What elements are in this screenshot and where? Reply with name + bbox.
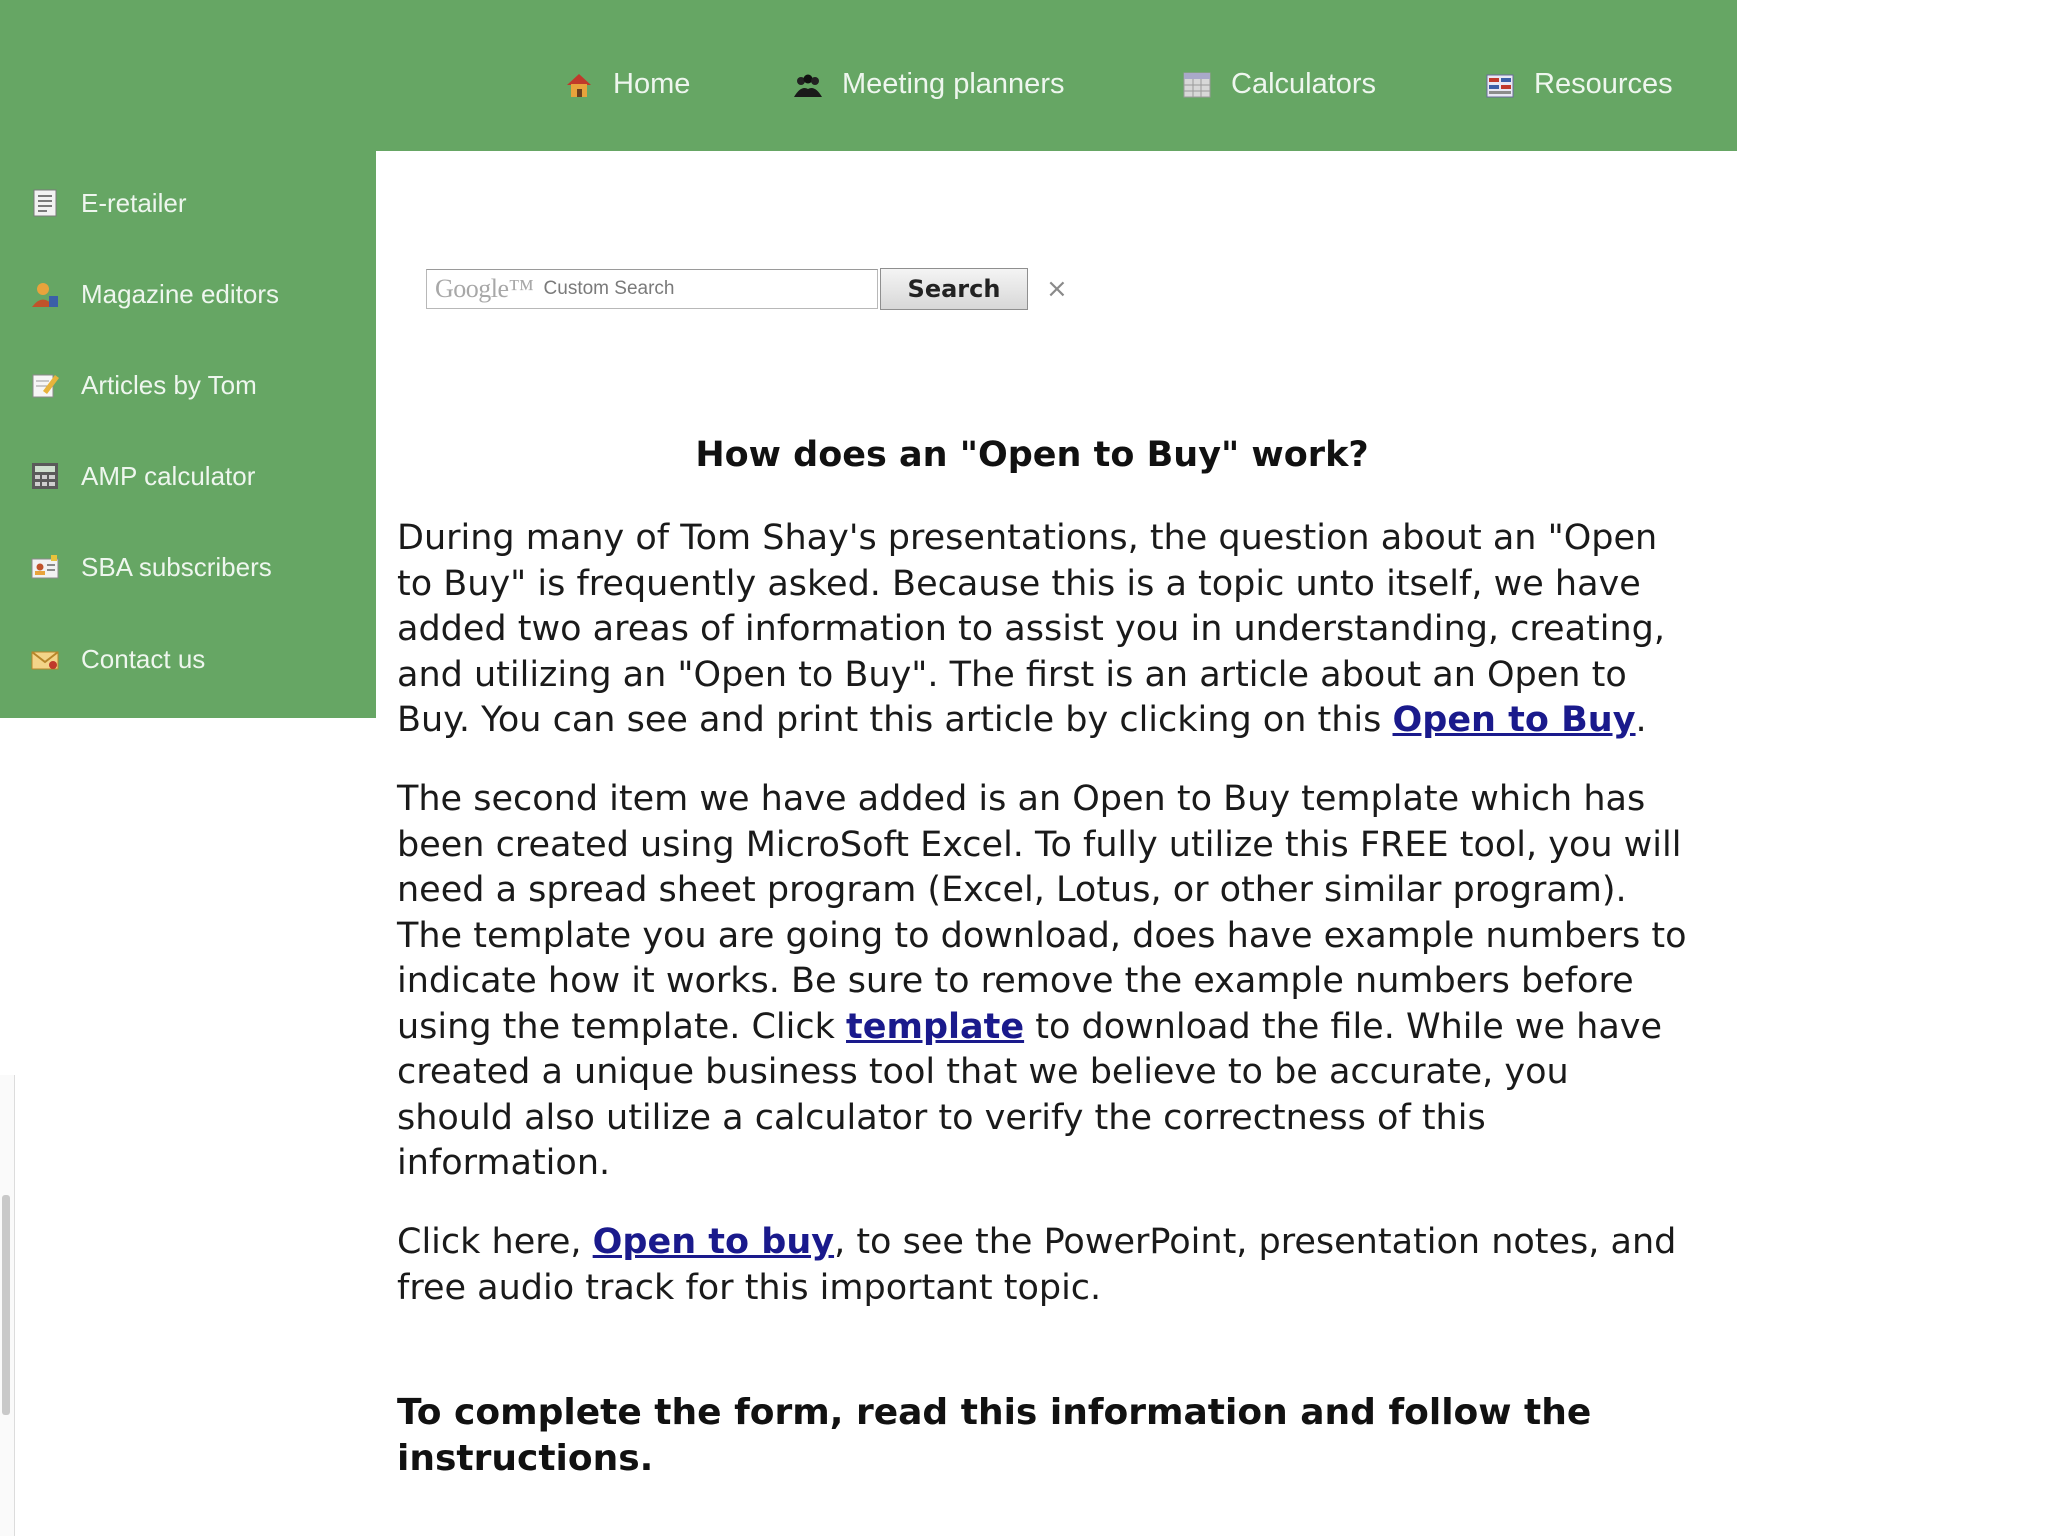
nav-calculators-link[interactable] bbox=[1181, 68, 1376, 101]
id-card-icon bbox=[29, 551, 61, 583]
calculator-grid-icon bbox=[1181, 69, 1213, 101]
clear-search-icon[interactable]: × bbox=[1046, 274, 1068, 304]
document-icon bbox=[29, 187, 61, 219]
cut-off-text-line bbox=[397, 1516, 1677, 1536]
paragraph-text: . bbox=[1635, 700, 1647, 740]
sidebar-item-articles-by-tom[interactable] bbox=[29, 369, 257, 401]
nav-calculators-label: Calculators bbox=[1231, 68, 1377, 100]
sidebar-item-label: AMP calculator bbox=[81, 460, 256, 491]
open-to-buy-article-link[interactable]: Open to Buy bbox=[1392, 700, 1636, 740]
people-icon bbox=[792, 69, 824, 101]
nav-home-label: Home bbox=[613, 68, 691, 100]
form-instructions-heading: To complete the form, read this information and follow the instructions. bbox=[397, 1392, 1592, 1479]
sidebar-item-label: Articles by Tom bbox=[81, 369, 257, 400]
paragraph-text: Click here, bbox=[397, 1222, 593, 1262]
search-input[interactable] bbox=[426, 269, 878, 309]
page-title: How does an "Open to Buy" work? bbox=[695, 435, 1369, 475]
paragraph-text: , to see the PowerPoint, presentation notes, and free audio track for this important topic. bbox=[397, 1222, 1677, 1308]
paragraph-text: to download the file. While we have created a unique business tool that we believe to be accurate, you should also utilize a calculator to verify the correctness of this information. bbox=[397, 1006, 1663, 1183]
calculator-icon bbox=[29, 460, 61, 492]
nav-meeting-planners-link[interactable] bbox=[792, 68, 1064, 101]
search-placeholder: Custom Search bbox=[543, 278, 675, 299]
sidebar-item-label: Magazine editors bbox=[81, 278, 279, 309]
sidebar-item-amp-calculator[interactable] bbox=[29, 460, 255, 492]
person-icon bbox=[29, 278, 61, 310]
powerpoint-paragraph bbox=[397, 1220, 1687, 1311]
notepad-pencil-icon bbox=[29, 369, 61, 401]
custom-search-box bbox=[426, 268, 1068, 310]
open-to-buy-presentation-link[interactable]: Open to buy bbox=[592, 1222, 835, 1262]
top-navigation-bar bbox=[0, 0, 1737, 151]
paragraph-text: The second item we have added is an Open to Buy template which has been created using MicroSoft Excel. To fully utilize this FREE tool, you will need a spread sheet program (Excel, Lotus, or other similar program). The template you are going to download, does have example numbers to indicate how it works. Be sure to remove the example numbers before using the template. Click bbox=[397, 779, 1687, 1047]
paragraph-text: During many of Tom Shay's presentations, the question about an "Open to Buy" is frequently asked. Because this is a topic unto itself, we have added two areas of information to assist you in understanding, creating, and utilizing an "Open to Buy". The first is an article about an Open to Buy. You can see and print this article by clicking on this bbox=[397, 518, 1665, 740]
resources-icon bbox=[1484, 69, 1516, 101]
sidebar-item-label: E-retailer bbox=[81, 187, 187, 218]
nav-home-link[interactable] bbox=[563, 68, 690, 101]
sidebar-item-magazine-editors[interactable] bbox=[29, 278, 279, 310]
nav-resources-label: Resources bbox=[1534, 68, 1673, 100]
template-download-link[interactable]: template bbox=[846, 1006, 1025, 1047]
google-logo: Google™ bbox=[435, 274, 534, 303]
nav-resources-link[interactable] bbox=[1484, 68, 1673, 101]
intro-paragraph bbox=[397, 516, 1687, 744]
home-icon bbox=[563, 69, 595, 101]
search-button[interactable]: Search bbox=[880, 268, 1028, 310]
envelope-icon bbox=[29, 643, 61, 675]
sidebar-item-contact-us[interactable] bbox=[29, 643, 205, 675]
sidebar-item-label: SBA subscribers bbox=[81, 551, 272, 582]
left-sidebar bbox=[0, 151, 376, 718]
page-scrollbar[interactable] bbox=[0, 1075, 15, 1536]
template-paragraph bbox=[397, 777, 1687, 1187]
sidebar-item-sba-subscribers[interactable] bbox=[29, 551, 272, 583]
sidebar-item-label: Contact us bbox=[81, 643, 206, 674]
nav-meeting-planners-label: Meeting planners bbox=[842, 68, 1065, 100]
sidebar-item-e-retailer[interactable] bbox=[29, 187, 186, 219]
scrollbar-thumb[interactable] bbox=[2, 1195, 10, 1415]
